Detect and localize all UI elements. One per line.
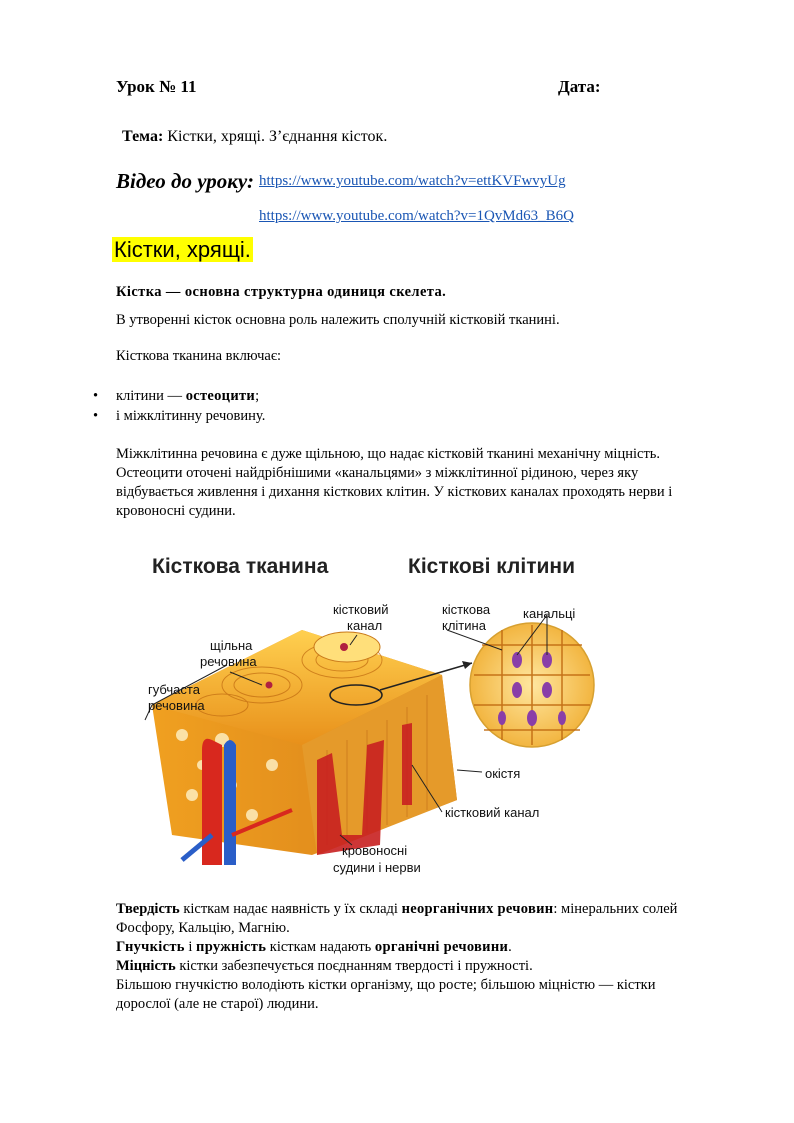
section-title — [112, 237, 253, 263]
intro-text: В утворенні кісток основна роль належить сполучній кістковій тканині. — [116, 312, 560, 328]
line-growth: Більшою гнучкістю володіють кістки організму, що росте; більшою міцністю — кістки — [116, 977, 656, 993]
paragraph — [116, 445, 672, 521]
video-link-1[interactable]: https://www.youtube.com/watch?v=ettKVFwvyUg — [259, 173, 566, 189]
bullet-icon: • — [93, 408, 99, 424]
video-label: Відео до уроку: — [116, 169, 254, 193]
topic-text: Кістки, хрящі. З’єднання кісток. — [163, 128, 388, 145]
lesson-number: Урок № 11 — [116, 77, 197, 96]
bullet-icon: • — [93, 388, 99, 404]
line-flexibility: Гнучкість і пружність кісткам надають органічні речовини. — [116, 939, 512, 955]
bullet-tail: ; — [255, 388, 260, 404]
section-title-text: Кістки, хрящі. — [114, 237, 251, 262]
includes-text: Кісткова тканина включає: — [116, 348, 282, 364]
paragraph-line: Остеоцити оточені найдрібнішими «канальцями» з міжклітинної рідиною, через яку — [116, 465, 639, 481]
line-hardness: Твердість кісткам надає наявність у їх складі неорганічних речовин: мінеральних солей — [116, 901, 678, 917]
definition: Кістка — основна структурна одиниця скелета. — [116, 284, 447, 300]
list-item — [93, 406, 266, 426]
bullet-text: і міжклітинну речовину. — [116, 408, 266, 424]
topic-label: Тема: — [122, 128, 164, 145]
line-strength: Міцність кістки забезпечується поєднанням твердості і пружності. — [116, 958, 533, 974]
label-vessels: кровоносні судини і нерви — [333, 843, 421, 875]
paragraph-line: Міжклітинна речовина є дуже щільною, що надає кістковій тканині механічну міцність. — [116, 446, 661, 462]
component-list — [93, 386, 266, 426]
label-canal-bottom: кістковий канал — [445, 805, 540, 820]
properties-text — [116, 900, 756, 1014]
video-link-2[interactable]: https://www.youtube.com/watch?v=1QvMd63_B6Q — [259, 208, 574, 224]
date-label: Дата: — [558, 77, 601, 96]
label-dense: щільна речовина — [200, 638, 257, 669]
figure-title-right: Кісткові клітини — [408, 555, 575, 578]
label-spongy: губчаста речовина — [148, 682, 205, 713]
arrow-icon — [462, 661, 472, 669]
label-periosteum: окістя — [485, 766, 521, 781]
line-adult: дорослої (але не старої) людини. — [116, 996, 319, 1012]
bone-tissue-figure — [112, 535, 632, 895]
label-canaliculi: канальці — [523, 606, 576, 621]
bullet-bold: остеоцити — [185, 388, 256, 404]
bullet-text: клітини — — [116, 388, 186, 404]
paragraph-line: відбувається живлення і дихання кісткових клітин. У кісткових каналах проходять нерви і — [116, 484, 673, 500]
line-minerals: Фосфору, Кальцію, Магнію. — [116, 920, 290, 936]
label-canal-top: кістковий канал — [333, 602, 389, 633]
bone-cells-closeup — [470, 623, 594, 747]
figure-title-left: Кісткова тканина — [152, 555, 329, 578]
label-cell: кісткова клітина — [442, 602, 491, 633]
list-item — [93, 386, 265, 406]
paragraph-line: кровоносні судини. — [116, 503, 236, 519]
topic-line — [122, 128, 387, 146]
